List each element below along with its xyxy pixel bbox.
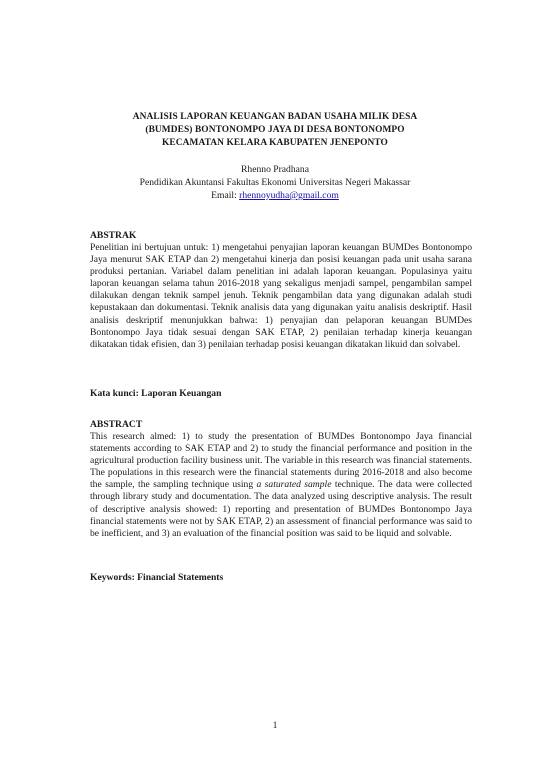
title-line: KECAMATAN KELARA KABUPATEN JENEPONTO: [162, 138, 388, 148]
keywords: Keywords: Financial Statements: [90, 572, 224, 583]
abstract-text: [90, 431, 472, 540]
abstract-heading: ABSTRACT: [90, 419, 143, 430]
author-email-line: [90, 189, 460, 202]
email-link[interactable]: rhennoyudha@gmail.com: [239, 190, 339, 201]
abstract-text-italic: a saturated sample: [256, 479, 332, 491]
email-label: Email:: [211, 190, 240, 201]
author-block: [90, 163, 460, 202]
kata-kunci: Kata kunci: Laporan Keuangan: [90, 388, 222, 399]
abstrak-heading: ABSTRAK: [90, 230, 137, 241]
title-line: (BUMDES) BONTONOMPO JAYA DI DESA BONTONOMPO: [145, 125, 405, 135]
abstract-text-part2: technique. The data were collected through library study and documentation. The data analyzed using descriptive analysis. The result of descriptive analysis showed: 1) reporting and presentation of BUMDes Bontonompo Jaya financial statements were not by SAK ETAP, 2) an assessment of financial performance was said to be inefficient, and 3) an evaluation of the financial position was said to be liquid and solvable.: [90, 479, 472, 539]
author-affiliation: Pendidikan Akuntansi Fakultas Ekonomi Universitas Negeri Makassar: [139, 177, 411, 188]
title-line: ANALISIS LAPORAN KEUANGAN BADAN USAHA MILIK DESA: [132, 112, 418, 122]
abstrak-text: Penelitian ini bertujuan untuk: 1) mengetahui penyajian laporan keuangan BUMDes Bontonompo Jaya menurut SAK ETAP dan 2) mengetahui kinerja dan posisi keuangan pada unit usaha sarana produksi pertanian. Variabel dalam penelitian ini adalah laporan keuangan. Populasinya yaitu laporan keuangan selama tahun 2016-2018 yang sekaligus menjadi sampel, pengambilan sampel dilakukan dengan teknik sampel jenuh. Teknik pengambilan data yang digunakan adalah studi kepustakaan dan dokumentasi. Teknik analisis data yang digunakan yaitu analisis deskriptif. Hasil analisis deskriptif menunjukkan bahwa: 1) penyajian dan pelaporan keuangan BUMDes Bontonompo Jaya tidak sesuai dengan SAK ETAP, 2) penilaian terhadap kinerja keuangan dikatakan tidak efisien, dan 3) penilaian terhadap posisi keuangan dikatakan likuid dan solvabel.: [90, 242, 472, 350]
paper-title: [90, 111, 460, 150]
abstract-text-part1: This research almed: 1) to study the presentation of BUMDes Bontonompo Jaya financial statements according to SAK ETAP and 2) to study the financial performance and position in the agricultural production facility business unit. The variable in this research was financial statements. The populations in this research were the financial statements during 2016-2018 and also become the sample, the sampling technique using: [90, 431, 472, 491]
author-name: Rhenno Pradhana: [241, 164, 309, 175]
page-number: 1: [272, 720, 278, 731]
